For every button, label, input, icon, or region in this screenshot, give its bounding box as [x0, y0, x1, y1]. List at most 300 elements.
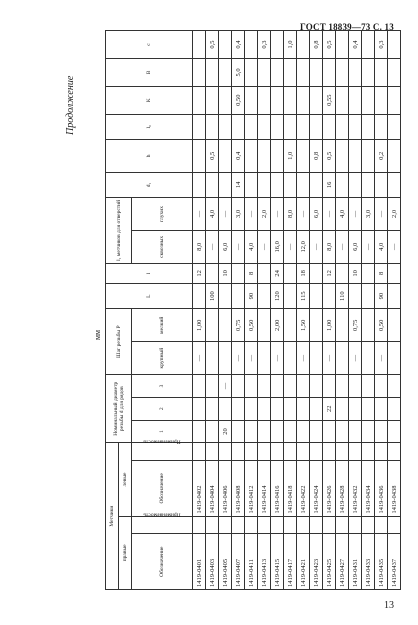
- cell-l0: [258, 114, 271, 139]
- cell-ls: —: [258, 230, 271, 263]
- cell-d2: [336, 397, 349, 420]
- cell-K: [297, 86, 310, 114]
- cell-d1: [271, 420, 284, 443]
- cell-K: [388, 86, 401, 114]
- cell-h: [349, 139, 362, 172]
- cell-right: 1419-0413: [258, 534, 271, 590]
- cell-left: 1419-0432: [349, 461, 362, 517]
- cell-D1: [271, 172, 284, 197]
- cell-l0: [362, 114, 375, 139]
- cell-applicability: [310, 516, 323, 534]
- cell-c: 0,8: [310, 31, 323, 59]
- cell-l: [232, 263, 245, 283]
- cell-applicability: [232, 516, 245, 534]
- cell-applicability: [336, 516, 349, 534]
- cell-K: [336, 86, 349, 114]
- cell-applicability: [297, 443, 310, 461]
- cell-applicability: [284, 516, 297, 534]
- table-row: [284, 31, 297, 590]
- cell-d2: [284, 397, 297, 420]
- cell-applicability: [271, 516, 284, 534]
- cell-pk: —: [323, 342, 336, 375]
- cell-d3: [284, 375, 297, 398]
- cell-left: 1419-0418: [284, 461, 297, 517]
- cell-h: 0,5: [323, 139, 336, 172]
- cell-right: 1419-0425: [323, 534, 336, 590]
- cell-applicability: [271, 443, 284, 461]
- cell-right: 1419-0407: [232, 534, 245, 590]
- table-row: [297, 31, 310, 590]
- cell-B: [245, 58, 258, 86]
- cell-B: [362, 58, 375, 86]
- cell-d2: [219, 397, 232, 420]
- cell-ls: —: [362, 230, 375, 263]
- cell-right: 1419-0417: [284, 534, 297, 590]
- cell-d2: [349, 397, 362, 420]
- cell-l: 12: [323, 263, 336, 283]
- cell-c: 0,4: [349, 31, 362, 59]
- cell-applicability: [323, 443, 336, 461]
- cell-pm: [206, 309, 219, 342]
- cell-d1: [297, 420, 310, 443]
- cell-applicability: [193, 516, 206, 534]
- row2-header: 2: [132, 397, 193, 420]
- cell-left: 1419-0402: [193, 461, 206, 517]
- cell-L: 90: [375, 284, 388, 309]
- cell-B: [297, 58, 310, 86]
- cell-d3: [271, 375, 284, 398]
- cell-L: 100: [206, 284, 219, 309]
- right-designation-header: Обозначение: [132, 534, 193, 590]
- cell-l: [284, 263, 297, 283]
- cell-l: 10: [219, 263, 232, 283]
- cell-pk: —: [271, 342, 284, 375]
- taps-table: [105, 30, 401, 590]
- continuation-label: Продолжение: [65, 75, 76, 135]
- cell-c: 0,5: [323, 31, 336, 59]
- table-row: [193, 31, 206, 590]
- cell-left: 1419-0416: [271, 461, 284, 517]
- cell-applicability: [362, 516, 375, 534]
- cell-d3: [336, 375, 349, 398]
- cell-applicability: [349, 443, 362, 461]
- cell-l: [206, 263, 219, 283]
- cell-c: [388, 31, 401, 59]
- coarse-pitch-header: крупный: [132, 342, 193, 375]
- table-row: [362, 31, 375, 590]
- cell-right: 1419-0423: [310, 534, 323, 590]
- cell-applicability: [245, 443, 258, 461]
- cell-D1: [245, 172, 258, 197]
- cell-h: 0,2: [375, 139, 388, 172]
- cell-c: 0,3: [258, 31, 271, 59]
- taps-header: Метчики: [106, 443, 119, 590]
- cell-l0: [245, 114, 258, 139]
- cell-c: [245, 31, 258, 59]
- cell-K: [245, 86, 258, 114]
- cell-h: [362, 139, 375, 172]
- cell-applicability: [206, 516, 219, 534]
- cell-d1: [388, 420, 401, 443]
- cell-applicability: [349, 516, 362, 534]
- row1-header: 1: [132, 420, 193, 443]
- cell-applicability: [388, 443, 401, 461]
- cell-B: [271, 58, 284, 86]
- cell-lg: —: [219, 198, 232, 231]
- cell-lg: 2,0: [258, 198, 271, 231]
- cell-K: 0,50: [232, 86, 245, 114]
- cell-ls: —: [310, 230, 323, 263]
- cell-K: [271, 86, 284, 114]
- cell-h: 0,8: [310, 139, 323, 172]
- cell-d1: [232, 420, 245, 443]
- cell-h: 0,5: [206, 139, 219, 172]
- cell-B: [310, 58, 323, 86]
- cell-d1: [310, 420, 323, 443]
- cell-D1: [336, 172, 349, 197]
- cell-l: 18: [297, 263, 310, 283]
- cell-lg: 2,0: [388, 198, 401, 231]
- cell-l0: [297, 114, 310, 139]
- cell-d2: [297, 397, 310, 420]
- through-holes-header: сквозных: [132, 230, 193, 263]
- cell-d1: [258, 420, 271, 443]
- right-taps-header: правые: [119, 516, 132, 589]
- cell-l0: [375, 114, 388, 139]
- cell-left: 1419-0406: [219, 461, 232, 517]
- cell-K: [193, 86, 206, 114]
- c-header: c: [106, 31, 193, 59]
- cell-right: 1419-0415: [271, 534, 284, 590]
- cell-d3: [232, 375, 245, 398]
- cell-K: [284, 86, 297, 114]
- cell-ls: 8,0: [323, 230, 336, 263]
- cell-applicability: [323, 516, 336, 534]
- cell-l: 8: [245, 263, 258, 283]
- cell-c: 0,5: [206, 31, 219, 59]
- cell-D1: [193, 172, 206, 197]
- cell-L: [362, 284, 375, 309]
- cell-d1: [362, 420, 375, 443]
- cell-D1: [349, 172, 362, 197]
- cell-applicability: [375, 443, 388, 461]
- cell-B: [336, 58, 349, 86]
- cell-K: 0,55: [323, 86, 336, 114]
- cell-pk: [336, 342, 349, 375]
- page-number: 13: [384, 600, 394, 611]
- cell-l: [258, 263, 271, 283]
- cell-D1: [297, 172, 310, 197]
- cell-pm: 0,75: [232, 309, 245, 342]
- cell-h: [219, 139, 232, 172]
- cell-applicability: [258, 443, 271, 461]
- fine-pitch-header: мелкий: [132, 309, 193, 342]
- cell-applicability: [232, 443, 245, 461]
- cell-D1: [388, 172, 401, 197]
- cell-c: 0,4: [232, 31, 245, 59]
- cell-d3: [349, 375, 362, 398]
- cell-applicability: [258, 516, 271, 534]
- cell-d2: [271, 397, 284, 420]
- table-row: [375, 31, 388, 590]
- cell-pm: [388, 309, 401, 342]
- cell-pk: —: [193, 342, 206, 375]
- cell-pk: [284, 342, 297, 375]
- cell-D1: [375, 172, 388, 197]
- cell-ls: 16,0: [271, 230, 284, 263]
- table-row: [245, 31, 258, 590]
- cell-D1: 14: [232, 172, 245, 197]
- cell-applicability: [375, 516, 388, 534]
- cell-d3: [310, 375, 323, 398]
- cell-right: 1419-0421: [297, 534, 310, 590]
- cell-K: [375, 86, 388, 114]
- cell-lg: —: [193, 198, 206, 231]
- cell-pm: [258, 309, 271, 342]
- cell-pk: [219, 342, 232, 375]
- cell-h: 0,4: [232, 139, 245, 172]
- table-body: [193, 31, 401, 590]
- cell-applicability: [245, 516, 258, 534]
- cell-applicability: [206, 443, 219, 461]
- cell-lg: 4,0: [336, 198, 349, 231]
- cell-c: [336, 31, 349, 59]
- left-applicability-header: Применяемость: [132, 443, 193, 461]
- cell-ls: 6,0: [219, 230, 232, 263]
- cell-d2: [258, 397, 271, 420]
- cell-h: [297, 139, 310, 172]
- cell-right: 1419-0437: [388, 534, 401, 590]
- K-header: K: [106, 86, 193, 114]
- cell-d1: [336, 420, 349, 443]
- cell-left: 1419-0426: [323, 461, 336, 517]
- cell-B: [206, 58, 219, 86]
- cell-d1: [245, 420, 258, 443]
- d1-header: d₁: [106, 172, 193, 197]
- cell-left: 1419-0436: [375, 461, 388, 517]
- cell-d2: [310, 397, 323, 420]
- right-applicability-header: Применяемость: [132, 516, 193, 534]
- cell-L: 110: [336, 284, 349, 309]
- cell-left: 1419-0424: [310, 461, 323, 517]
- cell-pk: [310, 342, 323, 375]
- cell-pk: [206, 342, 219, 375]
- blind-holes-header: глухих: [132, 198, 193, 231]
- cell-D1: [219, 172, 232, 197]
- cell-right: 1419-0433: [362, 534, 375, 590]
- cell-ls: —: [284, 230, 297, 263]
- cell-d2: [362, 397, 375, 420]
- cell-c: [271, 31, 284, 59]
- cell-l0: [310, 114, 323, 139]
- cell-pk: [362, 342, 375, 375]
- left-designation-header: Обозначение: [132, 461, 193, 517]
- cell-lg: 8,0: [284, 198, 297, 231]
- cell-L: [219, 284, 232, 309]
- cell-pk: —: [375, 342, 388, 375]
- cell-lg: —: [375, 198, 388, 231]
- page-header: ГОСТ 18839—73 С. 13: [300, 22, 394, 32]
- cell-D1: 16: [323, 172, 336, 197]
- cell-K: [349, 86, 362, 114]
- cell-d1: [323, 420, 336, 443]
- cell-c: [362, 31, 375, 59]
- cell-l: 24: [271, 263, 284, 283]
- cell-L: [388, 284, 401, 309]
- cell-l0: [232, 114, 245, 139]
- cell-d1: [284, 420, 297, 443]
- cell-applicability: [362, 443, 375, 461]
- table-row: [349, 31, 362, 590]
- table-row: [206, 31, 219, 590]
- cell-l0: [271, 114, 284, 139]
- cell-left: 1419-0428: [336, 461, 349, 517]
- cell-D1: [362, 172, 375, 197]
- cell-D1: [258, 172, 271, 197]
- cell-d2: [388, 397, 401, 420]
- cell-right: 1419-0401: [193, 534, 206, 590]
- cell-pk: [388, 342, 401, 375]
- row3-header: 3: [132, 375, 193, 398]
- left-taps-header: левые: [119, 443, 132, 516]
- cell-applicability: [310, 443, 323, 461]
- cell-B: [219, 58, 232, 86]
- cell-applicability: [193, 443, 206, 461]
- cell-ls: 4,0: [245, 230, 258, 263]
- cell-B: [258, 58, 271, 86]
- cell-lg: —: [271, 198, 284, 231]
- cell-pm: 0,75: [349, 309, 362, 342]
- cell-pk: —: [297, 342, 310, 375]
- cell-ls: 8,0: [193, 230, 206, 263]
- table-row: [271, 31, 284, 590]
- cell-l0: [206, 114, 219, 139]
- cell-ls: —: [336, 230, 349, 263]
- cell-left: 1419-0434: [362, 461, 375, 517]
- cell-applicability: [284, 443, 297, 461]
- l-header: l: [106, 263, 193, 283]
- pitch-header: Шаг резьбы P: [106, 309, 132, 375]
- cell-applicability: [336, 443, 349, 461]
- cell-right: 1419-0411: [245, 534, 258, 590]
- cell-d1: [206, 420, 219, 443]
- cell-right: 1419-0431: [349, 534, 362, 590]
- cell-d3: [206, 375, 219, 398]
- cell-lg: —: [349, 198, 362, 231]
- cell-pm: [284, 309, 297, 342]
- cell-ls: 4,0: [375, 230, 388, 263]
- diameter-header: Номинальный диаметр резьбы d для рядов: [106, 375, 132, 443]
- cell-l0: [193, 114, 206, 139]
- cell-D1: [206, 172, 219, 197]
- cell-l: [362, 263, 375, 283]
- cell-B: [323, 58, 336, 86]
- cell-h: [193, 139, 206, 172]
- cell-d2: [232, 397, 245, 420]
- cell-lg: —: [245, 198, 258, 231]
- cell-right: 1419-0435: [375, 534, 388, 590]
- cell-pk: —: [245, 342, 258, 375]
- cell-B: [284, 58, 297, 86]
- table-row: [323, 31, 336, 590]
- cell-L: 115: [297, 284, 310, 309]
- cell-pm: 1,00: [323, 309, 336, 342]
- cell-L: [193, 284, 206, 309]
- cell-h: [388, 139, 401, 172]
- cell-c: 0,3: [375, 31, 388, 59]
- cell-pk: —: [349, 342, 362, 375]
- cell-c: [193, 31, 206, 59]
- cell-d1: [375, 420, 388, 443]
- cell-d3: [258, 375, 271, 398]
- cell-h: [271, 139, 284, 172]
- cell-lg: —: [323, 198, 336, 231]
- table-row: [232, 31, 245, 590]
- cell-K: [310, 86, 323, 114]
- cell-d1: [349, 420, 362, 443]
- cell-d2: 22: [323, 397, 336, 420]
- cell-l0: [219, 114, 232, 139]
- cell-d3: [388, 375, 401, 398]
- cell-pm: [336, 309, 349, 342]
- cell-left: 1419-0414: [258, 461, 271, 517]
- cell-K: [206, 86, 219, 114]
- cell-l0: [336, 114, 349, 139]
- cell-l0: [284, 114, 297, 139]
- cell-pm: 1,50: [297, 309, 310, 342]
- cell-ls: 12,0: [297, 230, 310, 263]
- cell-K: [362, 86, 375, 114]
- cell-ls: —: [206, 230, 219, 263]
- cell-L: [349, 284, 362, 309]
- cell-d2: [193, 397, 206, 420]
- cell-l0: [388, 114, 401, 139]
- cell-left: 1419-0404: [206, 461, 219, 517]
- cell-L: [258, 284, 271, 309]
- cell-L: 90: [245, 284, 258, 309]
- cell-right: 1419-0427: [336, 534, 349, 590]
- cell-l0: [323, 114, 336, 139]
- cell-d2: [375, 397, 388, 420]
- cell-l: [388, 263, 401, 283]
- cell-h: [336, 139, 349, 172]
- unit-label: мм: [93, 329, 102, 340]
- cell-D1: [284, 172, 297, 197]
- cell-left: 1419-0438: [388, 461, 401, 517]
- cell-d1: [193, 420, 206, 443]
- cell-l0: [349, 114, 362, 139]
- cell-B: [375, 58, 388, 86]
- cell-l: 10: [349, 263, 362, 283]
- cell-l: 8: [375, 263, 388, 283]
- cell-pk: [258, 342, 271, 375]
- cell-applicability: [219, 516, 232, 534]
- cell-B: [388, 58, 401, 86]
- cell-pm: 0,50: [245, 309, 258, 342]
- table-row: [388, 31, 401, 590]
- cell-c: [297, 31, 310, 59]
- L-header: L: [106, 284, 193, 309]
- cell-pm: [219, 309, 232, 342]
- cell-d2: [245, 397, 258, 420]
- cell-l: [336, 263, 349, 283]
- cell-d3: [193, 375, 206, 398]
- cell-pm: 2,00: [271, 309, 284, 342]
- cell-d3: [362, 375, 375, 398]
- cell-left: 1419-0412: [245, 461, 258, 517]
- cell-pk: —: [232, 342, 245, 375]
- table-row: [336, 31, 349, 590]
